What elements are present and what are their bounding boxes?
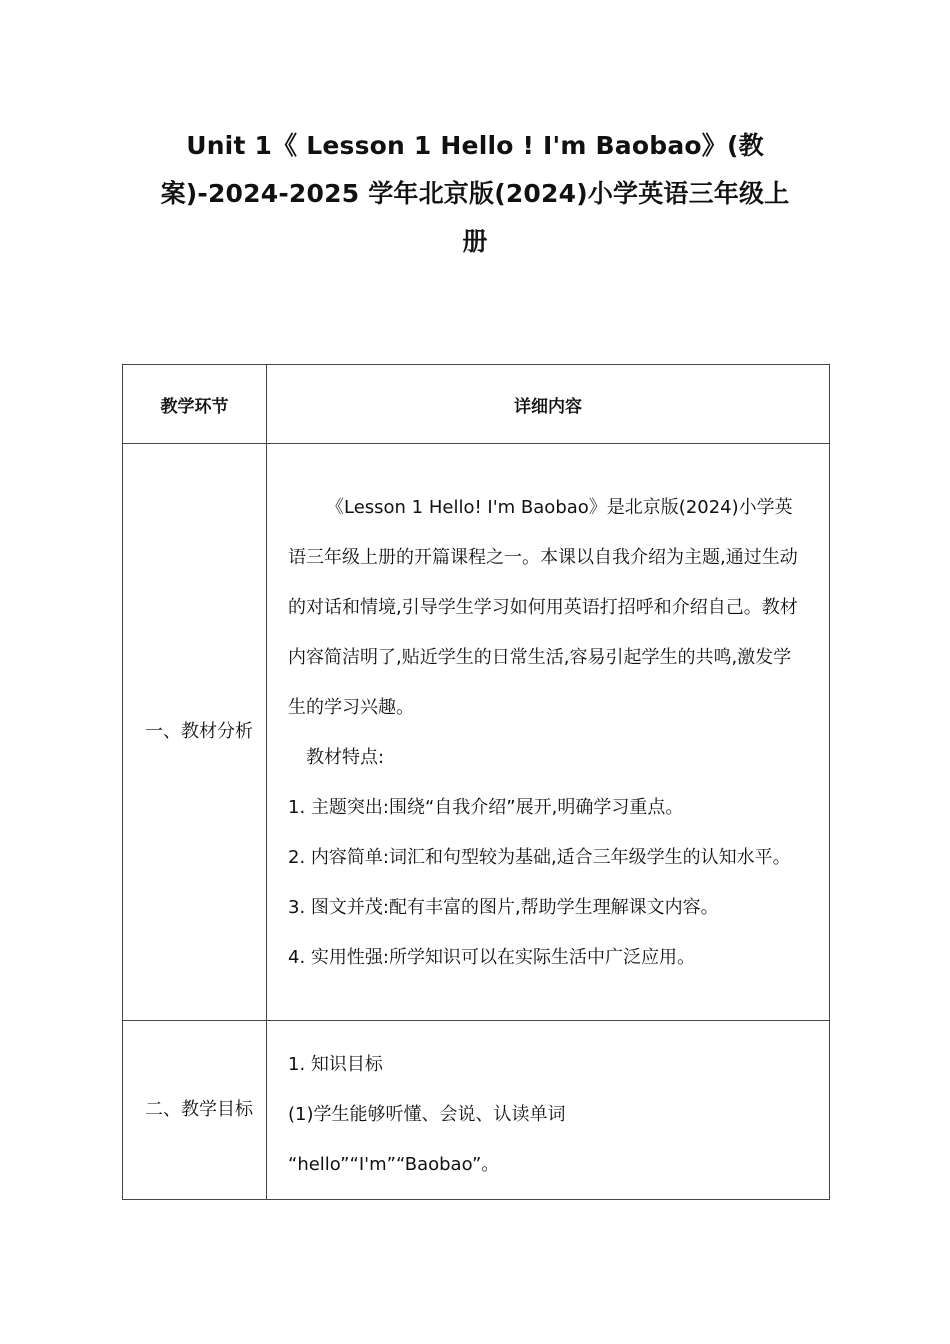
list-item: 4. 实用性强:所学知识可以在实际生活中广泛应用。 (288, 947, 695, 968)
title-line-2: 案)-2024-2025 学年北京版(2024)小学英语三年级上 (160, 179, 790, 208)
title-line-3: 册 (462, 227, 488, 256)
paragraph: (1)学生能够听懂、会说、认读单词 (288, 1104, 566, 1125)
section-label: 二、教学目标 (145, 1099, 253, 1120)
section-label-cell (123, 1021, 267, 1200)
list-item: 3. 图文并茂:配有丰富的图片,帮助学生理解课文内容。 (288, 897, 719, 918)
table-header-row (123, 365, 830, 444)
list-item: 1. 知识目标 (288, 1054, 383, 1075)
section-label: 一、教材分析 (145, 721, 253, 742)
title-line-1: Unit 1《 Lesson 1 Hello ! I'm Baobao》(教 (186, 131, 764, 160)
column-header-stage: 教学环节 (123, 365, 267, 444)
list-item: 1. 主题突出:围绕“自我介绍”展开,明确学习重点。 (288, 797, 684, 818)
paragraph: 《Lesson 1 Hello! I'm Baobao》是北京版(2024)小学英语三年级上册的开篇课程之一。本课以自我介绍为主题,通过生动的对话和情境,引导学生学习如何用英语打招呼和介绍自己。教材内容简洁明了,贴近学生的日常生活,容易引起学生的共鸣,激发学生的学习兴趣。 (288, 497, 798, 718)
table-row (123, 1021, 830, 1200)
section-label-cell (123, 444, 267, 1021)
column-header-content: 详细内容 (267, 365, 830, 444)
paragraph: 教材特点: (306, 747, 385, 768)
lesson-plan-table (122, 364, 830, 1200)
section-content-cell (267, 1021, 830, 1200)
table-row (123, 444, 830, 1021)
document-title (140, 122, 810, 266)
list-item: 2. 内容简单:词汇和句型较为基础,适合三年级学生的认知水平。 (288, 847, 791, 868)
section-content-cell (267, 444, 830, 1021)
paragraph: “hello”“I'm”“Baobao”。 (288, 1154, 500, 1175)
